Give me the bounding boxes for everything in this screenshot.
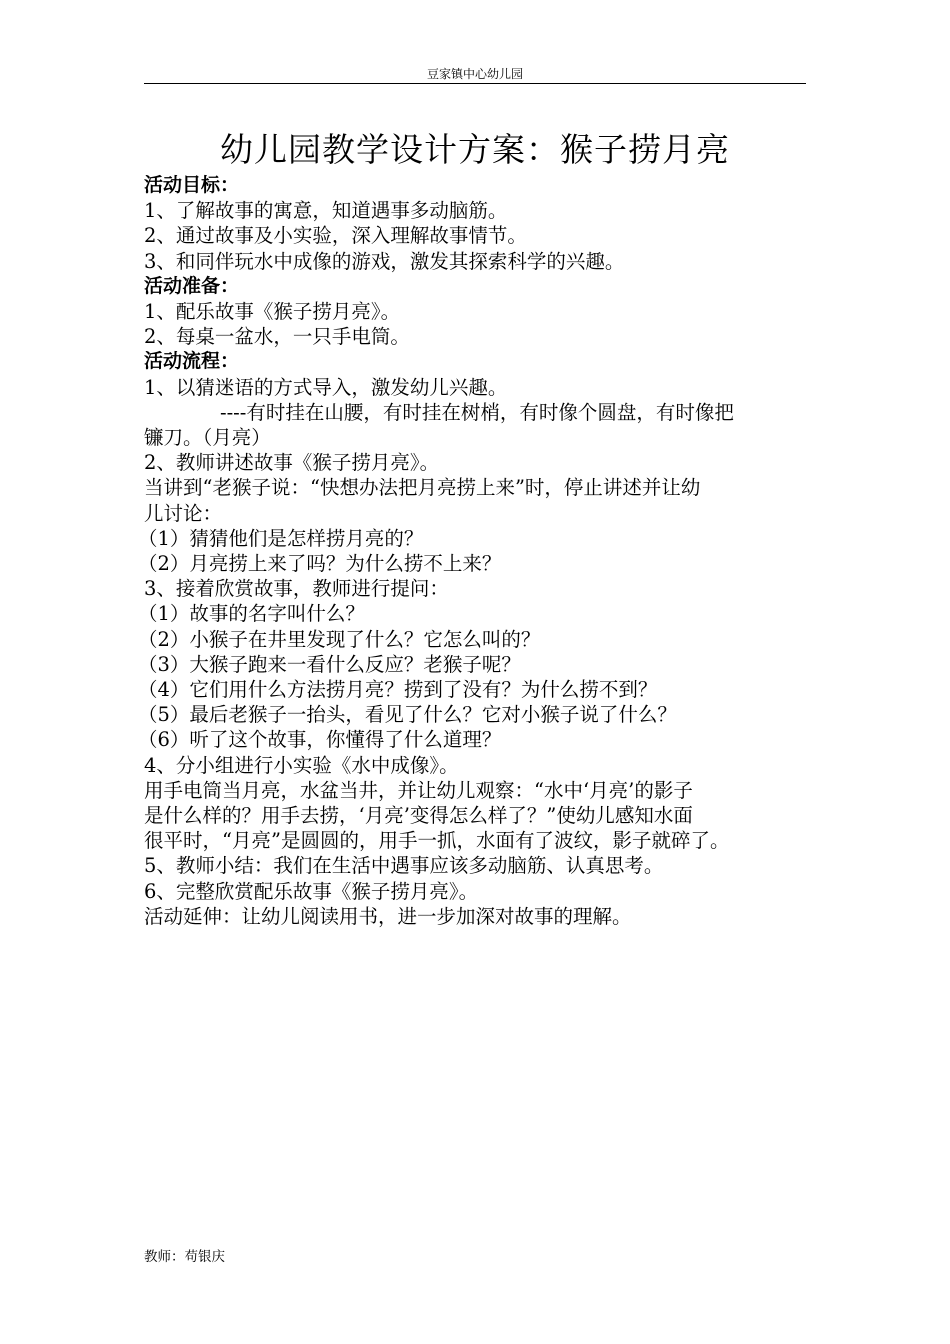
- paragraph-text-continued: 是什么样的？用手去捞，‘月亮’变得怎么样了？”使幼儿感知水面: [144, 804, 693, 828]
- section-heading-process: 活动流程：: [144, 350, 240, 373]
- question-item: （4）它们用什么方法捞月亮？捞到了没有？为什么捞不到？: [138, 678, 658, 702]
- preparation-item: 1、配乐故事《猴子捞月亮》。: [144, 300, 401, 324]
- question-item: （6）听了这个故事，你懂得了什么道理？: [138, 728, 502, 752]
- question-item: （2）月亮捞上来了吗？为什么捞不上来？: [138, 552, 502, 576]
- process-step: 5、教师小结：我们在生活中遇事应该多动脑筋、认真思考。: [144, 854, 664, 878]
- header-divider: [144, 83, 806, 84]
- goal-item: 3、和同伴玩水中成像的游戏，激发其探索科学的兴趣。: [144, 249, 625, 273]
- question-item: （2）小猴子在井里发现了什么？它怎么叫的？: [138, 627, 541, 651]
- paragraph-text-continued: 儿讨论：: [144, 501, 223, 525]
- process-step: 2、教师讲述故事《猴子捞月亮》。: [144, 451, 440, 475]
- question-item: （1）故事的名字叫什么？: [138, 602, 365, 626]
- question-item: （3）大猴子跑来一看什么反应？老猴子呢？: [138, 652, 521, 676]
- document-title: 幼儿园教学设计方案：猴子捞月亮: [220, 130, 730, 169]
- paragraph-text: 当讲到“老猴子说：“快想办法把月亮捞上来”时，停止讲述并让幼: [144, 476, 701, 500]
- page-footer: 教师：苟银庆: [144, 1249, 225, 1265]
- process-step: 1、以猜迷语的方式导入，激发幼儿兴趣。: [144, 375, 508, 399]
- document-body: [138, 173, 808, 929]
- preparation-item: 2、每桌一盆水，一只手电筒。: [144, 325, 410, 349]
- paragraph-text-continued: 很平时，“月亮”是圆圆的，用手一抓，水面有了波纹，影子就碎了。: [144, 829, 730, 853]
- riddle-text-continued: 镰刀。（月亮）: [144, 426, 271, 450]
- section-heading-goals: 活动目标：: [144, 174, 240, 196]
- question-item: （5）最后老猴子一抬头，看见了什么？它对小猴子说了什么？: [138, 703, 677, 727]
- goal-item: 1、了解故事的寓意，知道遇事多动脑筋。: [144, 199, 508, 223]
- goal-item: 2、通过故事及小实验，深入理解故事情节。: [144, 224, 527, 248]
- activity-extension: 活动延伸：让幼儿阅读用书，进一步加深对故事的理解。: [144, 904, 632, 928]
- process-step: 6、完整欣赏配乐故事《猴子捞月亮》。: [144, 879, 479, 903]
- question-item: （1）猜猜他们是怎样捞月亮的？: [138, 526, 424, 550]
- section-heading-preparation: 活动准备：: [144, 274, 240, 297]
- process-step: 3、接着欣赏故事，教师进行提问：: [144, 577, 449, 601]
- riddle-text: ----有时挂在山腰，有时挂在树梢，有时像个圆盘，有时像把: [220, 400, 734, 424]
- process-step: 4、分小组进行小实验《水中成像》。: [144, 753, 459, 777]
- page-header: 豆家镇中心幼儿园: [426, 67, 523, 81]
- paragraph-text: 用手电筒当月亮，水盆当井，并让幼儿观察：“水中‘月亮’的影子: [144, 778, 693, 802]
